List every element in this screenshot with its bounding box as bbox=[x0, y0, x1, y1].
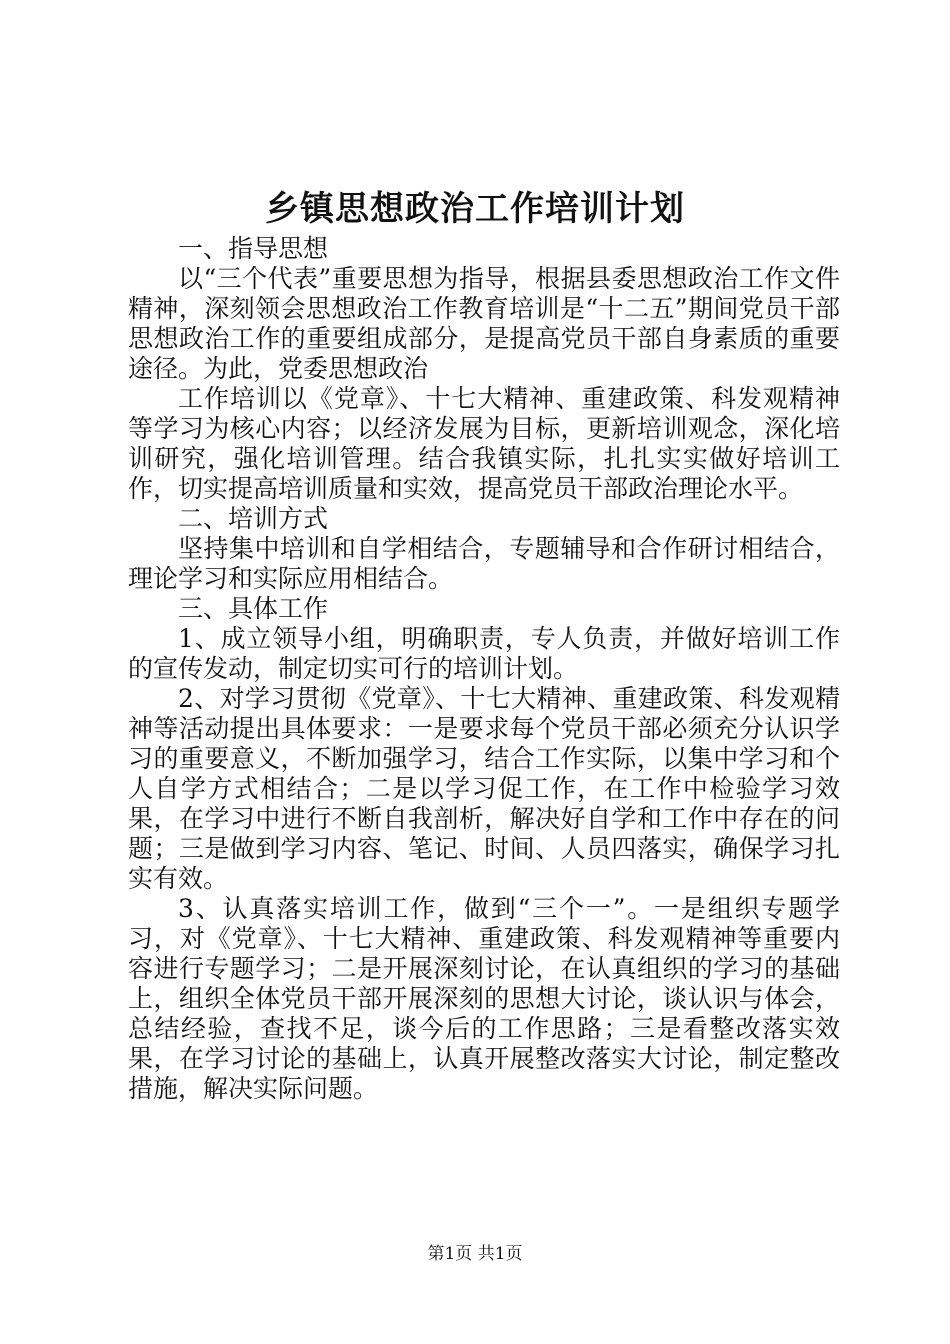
section-heading-specific-work: 三、具体工作 bbox=[178, 594, 329, 623]
body-paragraph: 工作培训以《党章》、十七大精神、重建政策、科发观精神等学习为核心内容；以经济发展为目标，更新培训观念，深化培训研究，强化培训管理。结合我镇实际，扎扎实实做好培训工作，切实提高培训质量和实效，提高党员干部政治理论水平。 bbox=[128, 384, 840, 503]
document-body bbox=[128, 234, 840, 1104]
page-footer: 第1页 共1页 bbox=[427, 1244, 523, 1264]
body-paragraph: 坚持集中培训和自学相结合，专题辅导和合作研讨相结合，理论学习和实际应用相结合。 bbox=[128, 534, 840, 593]
section-heading-training-method: 二、培训方式 bbox=[178, 504, 329, 533]
list-item: 1、成立领导小组，明确职责，专人负责，并做好培训工作的宣传发动，制定切实可行的培训计划。 bbox=[128, 624, 840, 683]
section-heading-guiding-ideology: 一、指导思想 bbox=[178, 234, 329, 263]
list-item: 2、对学习贯彻《党章》、十七大精神、重建政策、科发观精神等活动提出具体要求：一是要求每个党员干部必须充分认识学习的重要意义，不断加强学习，结合工作实际，以集中学习和个人自学方式相结合；二是以学习促工作，在工作中检验学习效果，在学习中进行不断自我剖析，解决好自学和工作中存在的问题；三是做到学习内容、笔记、时间、人员四落实，确保学习扎实有效。 bbox=[128, 684, 840, 893]
document-title: 乡镇思想政治工作培训计划 bbox=[265, 189, 685, 229]
list-item: 3、认真落实培训工作，做到“三个一”。一是组织专题学习，对《党章》、十七大精神、重建政策、科发观精神等重要内容进行专题学习；二是开展深刻讨论，在认真组织的学习的基础上，组织全体党员干部开展深刻的思想大讨论，谈认识与体会，总结经验，查找不足，谈今后的工作思路；三是看整改落实效果，在学习讨论的基础上，认真开展整改落实大讨论，制定整改措施，解决实际问题。 bbox=[128, 894, 840, 1103]
body-paragraph: 以“三个代表”重要思想为指导，根据县委思想政治工作文件精神，深刻领会思想政治工作教育培训是“十二五”期间党员干部思想政治工作的重要组成部分，是提高党员干部自身素质的重要途径。为此，党委思想政治 bbox=[128, 264, 840, 383]
